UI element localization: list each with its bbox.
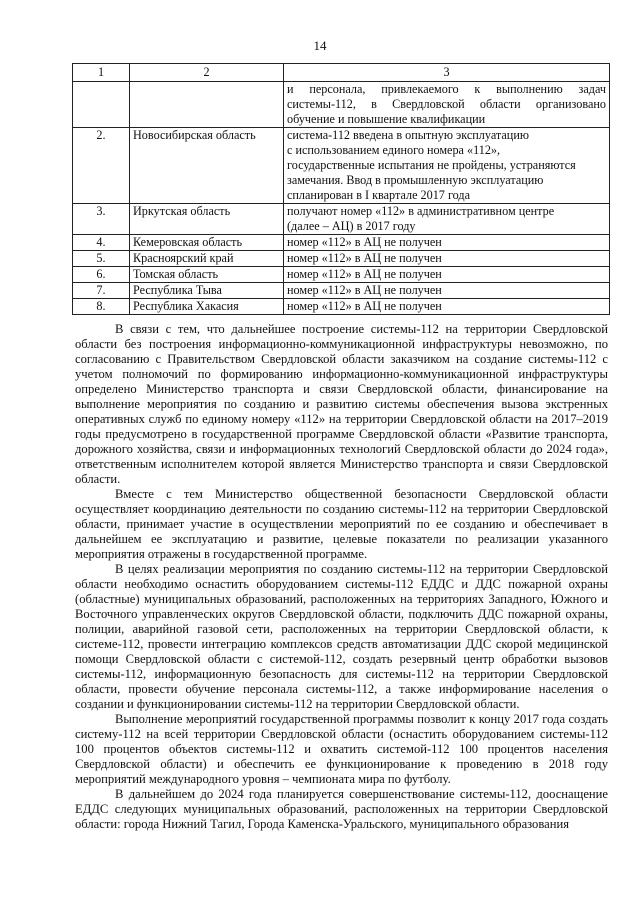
table-cell-status [284, 128, 610, 204]
table-cell-region: Красноярский край [130, 251, 284, 267]
table-header-row [73, 64, 610, 82]
table-row-continuation [73, 82, 610, 128]
table-cell-status [284, 82, 610, 128]
table-cell-status [284, 267, 610, 283]
table-cell-status [284, 251, 610, 267]
column-header-status: 3 [284, 64, 610, 82]
table-row [73, 204, 610, 235]
table-cell-region: Республика Тыва [130, 283, 284, 299]
paragraph: В связи с тем, что дальнейшее построение системы-112 на территории Свердловской области без построения информационно-коммуникационной инфраструктуры невозможно, по согласованию с Правительством Свердловской области заказчиком на создание системы-112 с учетом полномочий по формированию информационно-коммуникационной инфраструктуры определено Министерство транспорта и связи Свердловской области, финансирование на выполнение мероприятия по созданию и развитию системы обеспечения вызова экстренных оперативных служб по единому номеру «112» на территории Свердловской области на 2017–2019 годы предусмотрено в государственной программе Свердловской области «Развитие транспорта, дорожного хозяйства, связи и информационных технологий Свердловской области до 2024 года», ответственным исполнителем которой является Министерство транспорта и связи Свердловской области. [75, 322, 608, 486]
paragraph: Вместе с тем Министерство общественной безопасности Свердловской области осуществляет координацию деятельности по созданию системы-112 на территории Свердловской области, принимает участие в осуществлении мероприятий по ее созданию и обеспечивает в дальнейшем ее эксплуатацию и развитие, целевые показатели по реализации указанного мероприятия отражены в государственной программе. [75, 487, 608, 561]
table-cell-region: Новосибирская область [130, 128, 284, 204]
table-cell-region: Кемеровская область [130, 235, 284, 251]
status-line: номер «112» в АЦ не получен [287, 251, 442, 265]
status-line: обучение и повышение квалификации [287, 112, 486, 126]
status-line: спланирован в I квартале 2017 года [287, 188, 470, 202]
table-row [73, 299, 610, 315]
table-cell-status [284, 235, 610, 251]
status-line: государственные испытания не пройдены, устраняются [287, 158, 576, 172]
table-row [73, 283, 610, 299]
status-line: (далее – АЦ) в 2017 году [287, 219, 416, 233]
status-line: получают номер «112» в административном центре [287, 204, 555, 218]
table-row [73, 267, 610, 283]
table-cell-number: 7. [73, 283, 130, 299]
table-cell-region: Республика Хакасия [130, 299, 284, 315]
status-line: номер «112» в АЦ не получен [287, 267, 442, 281]
body-text [75, 322, 608, 832]
status-line: с использованием единого номера «112», [287, 143, 501, 157]
table-cell-number: 5. [73, 251, 130, 267]
table-cell-number: 8. [73, 299, 130, 315]
table-cell-status [284, 299, 610, 315]
table-cell-region: Иркутская область [130, 204, 284, 235]
status-line: система-112 введена в опытную эксплуатацию [287, 128, 529, 142]
table-cell-region: Томская область [130, 267, 284, 283]
status-line: и персонала, привлекаемого к выполнению задач [287, 82, 606, 96]
column-header-region: 2 [130, 64, 284, 82]
table-cell-number: 2. [73, 128, 130, 204]
table-cell-status [284, 283, 610, 299]
table-row [73, 128, 610, 204]
table-cell-number [73, 82, 130, 128]
paragraph: В целях реализации мероприятия по созданию системы-112 на территории Свердловской области необходимо оснастить оборудованием системы-112 ЕДДС и ДДС пожарной охраны (областные) муниципальных образований, расположенных на территориях Западного, Южного и Восточного управленческих округов Свердловской области, подключить ДДС пожарной охраны, полиции, аварийной газовой сети, расположенных на территории Свердловской области, к системе-112, провести интеграцию комплексов средств автоматизации ДДС скорой медицинской помощи Свердловской области с системой-112, создать резервный центр обработки вызовов системы-112, информационную безопасность для системы-112 на территории Свердловской области, провести обучение персонала системы-112, а также информирование населения о создании и функционировании системы-112 на территории Свердловской области. [75, 562, 608, 711]
status-line: номер «112» в АЦ не получен [287, 299, 442, 313]
table-cell-number: 4. [73, 235, 130, 251]
regions-status-table [72, 63, 610, 315]
column-header-number: 1 [73, 64, 130, 82]
table-row [73, 251, 610, 267]
status-line: номер «112» в АЦ не получен [287, 283, 442, 297]
paragraph: В дальнейшем до 2024 года планируется совершенствование системы-112, дооснащение ЕДДС следующих муниципальных образований, расположенных на территории Свердловской области: города Нижний Тагил, Города Каменска-Уральского, муниципального образования [75, 787, 608, 831]
table-row [73, 235, 610, 251]
page-number: 14 [313, 38, 327, 53]
status-line: номер «112» в АЦ не получен [287, 235, 442, 249]
table-cell-number: 3. [73, 204, 130, 235]
status-line: системы-112, в Свердловской области организовано [287, 97, 606, 111]
table-cell-number: 6. [73, 267, 130, 283]
table-cell-status [284, 204, 610, 235]
status-line: замечания. Ввод в промышленную эксплуатацию [287, 173, 544, 187]
paragraph: Выполнение мероприятий государственной программы позволит к концу 2017 года создать систему-112 на всей территории Свердловской области (оснастить оборудованием системы-112 100 процентов объектов системы-112 и охватить системой-112 100 процентов населения Свердловской области) и обеспечить ее функционирование к проведению в 2018 году мероприятий международного уровня – чемпионата мира по футболу. [75, 712, 608, 786]
table-body [73, 82, 610, 315]
table-cell-region [130, 82, 284, 128]
